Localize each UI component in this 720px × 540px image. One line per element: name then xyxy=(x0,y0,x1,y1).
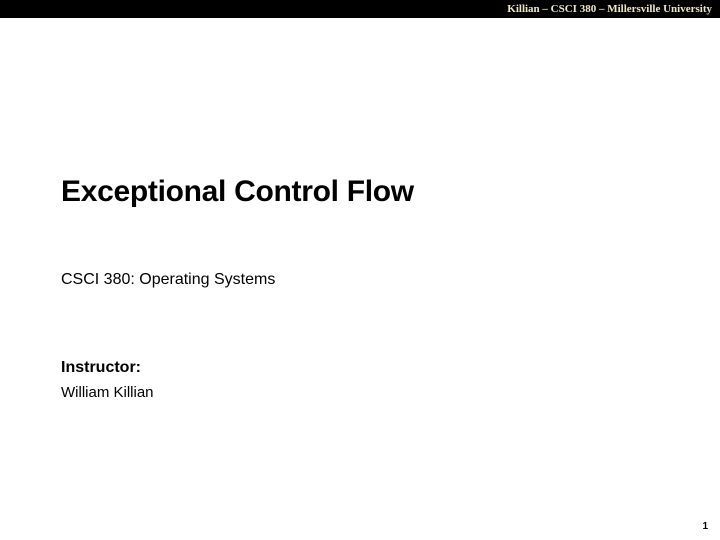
slide-title: Exceptional Control Flow xyxy=(61,175,414,208)
instructor-name: William Killian xyxy=(61,384,154,401)
header-bar xyxy=(0,0,720,18)
header-text: Killian – CSCI 380 – Millersville University xyxy=(507,3,712,15)
instructor-label: Instructor: xyxy=(61,359,141,376)
page-number: 1 xyxy=(702,521,708,532)
slide-subtitle: CSCI 380: Operating Systems xyxy=(61,271,276,288)
